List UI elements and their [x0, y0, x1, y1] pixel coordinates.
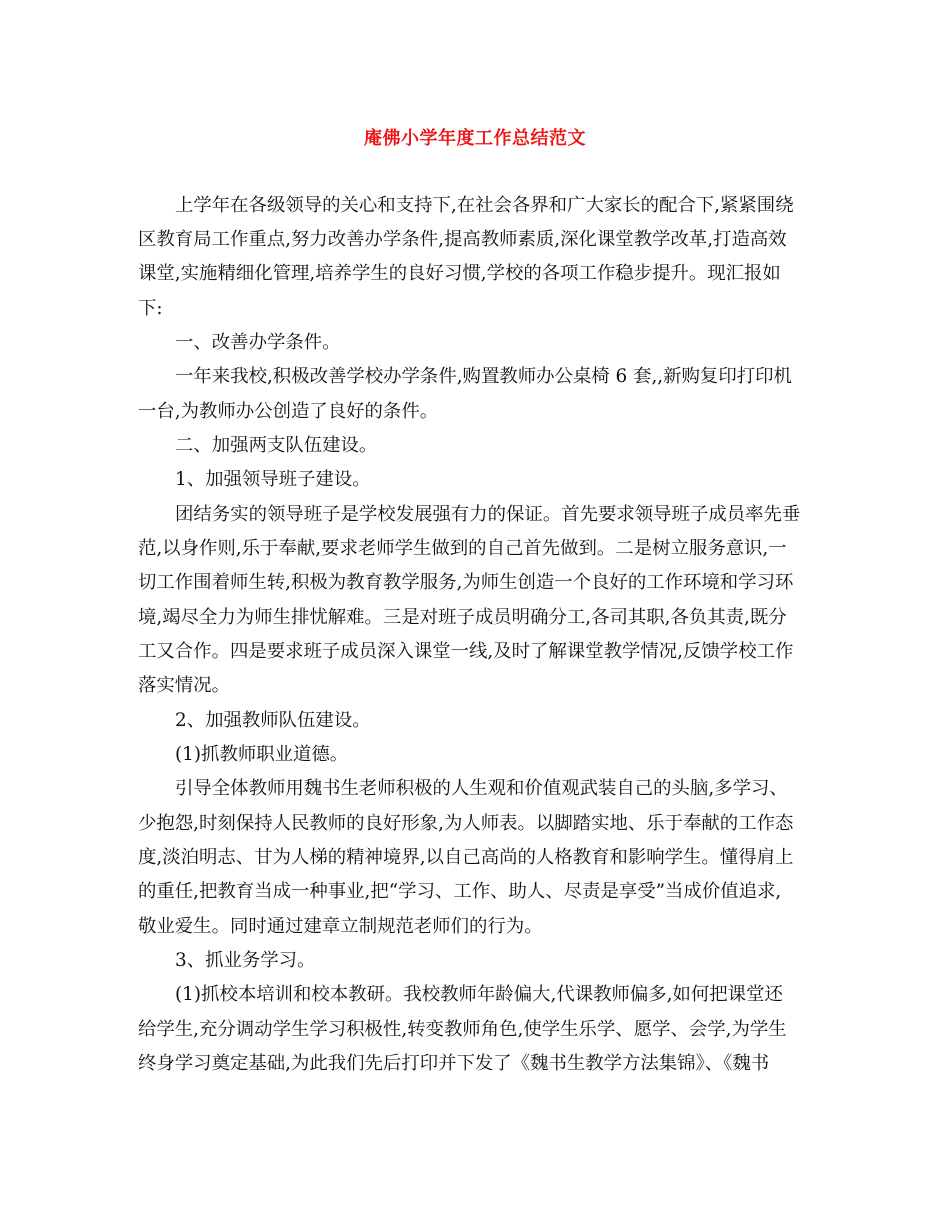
section-heading: 一、改善办学条件。 [175, 332, 341, 353]
paragraph-line: 引导全体教师用魏书生老师积极的人生观和价值观武装自己的头脑,多学习、 [175, 778, 788, 799]
paragraph-line: 切工作围着师生转,积极为教育教学服务,为师生创造一个良好的工作环境和学习环 [138, 572, 794, 593]
subsection-heading: 2、加强教师队伍建设。 [175, 710, 371, 731]
paragraph-line: 敬业爱生。同时通过建章立制规范老师们的行为。 [138, 916, 543, 937]
paragraph-line: 落实情况。 [138, 675, 230, 696]
paragraph-line: 境,竭尽全力为师生排忧解难。三是对班子成员明确分工,各司其职,各负其责,既分 [138, 607, 787, 628]
paragraph-line: 一年来我校,积极改善学校办学条件,购置教师办公桌椅 6 套,,新购复印打印机 [175, 366, 792, 387]
paragraph-line: 课堂,实施精细化管理,培养学生的良好习惯,学校的各项工作稳步提升。现汇报如 [138, 263, 781, 284]
paragraph-line: 的重任,把教育当成一种事业,把“学习、工作、助人、尽责是享受”当成价值追求, [138, 881, 782, 902]
paragraph-line: 范,以身作则,乐于奉献,要求老师学生做到的自己首先做到。二是树立服务意识,一 [138, 538, 787, 559]
subsection-heading: 1、加强领导班子建设。 [175, 469, 371, 490]
paragraph-line: (1)抓校本培训和校本教研。我校教师年龄偏大,代课教师偏多,如何把课堂还 [175, 984, 783, 1005]
paragraph-line: 上学年在各级领导的关心和支持下,在社会各界和广大家长的配合下,紧紧围绕 [175, 195, 794, 216]
paragraph-line: 下: [138, 298, 163, 319]
item-heading: (1)抓教师职业道德。 [175, 744, 349, 765]
paragraph-line: 工又合作。四是要求班子成员深入课堂一线,及时了解课堂教学情况,反馈学校工作 [138, 641, 794, 662]
paragraph-line: 区教育局工作重点,努力改善办学条件,提高教师素质,深化课堂教学改革,打造高效 [138, 229, 787, 250]
document-title: 庵佛小学年度工作总结范文 [364, 128, 586, 149]
paragraph-line: 度,淡泊明志、甘为人梯的精神境界,以自己高尚的人格教育和影响学生。懂得肩上 [138, 847, 794, 868]
paragraph-line: 团结务实的领导班子是学校发展强有力的保证。首先要求领导班子成员率先垂 [175, 504, 801, 525]
section-heading: 二、加强两支队伍建设。 [175, 435, 378, 456]
paragraph-line: 一台,为教师办公创造了良好的条件。 [138, 401, 439, 422]
paragraph-line: 少抱怨,时刻保持人民教师的良好形象,为人师表。以脚踏实地、乐于奉献的工作态 [138, 813, 794, 834]
paragraph-line: 终身学习奠定基础,为此我们先后打印并下发了《魏书生教学方法集锦》、《魏书 [138, 1053, 770, 1074]
subsection-heading: 3、抓业务学习。 [175, 950, 316, 971]
paragraph-line: 给学生,充分调动学生学习积极性,转变教师角色,使学生乐学、愿学、会学,为学生 [138, 1019, 787, 1040]
